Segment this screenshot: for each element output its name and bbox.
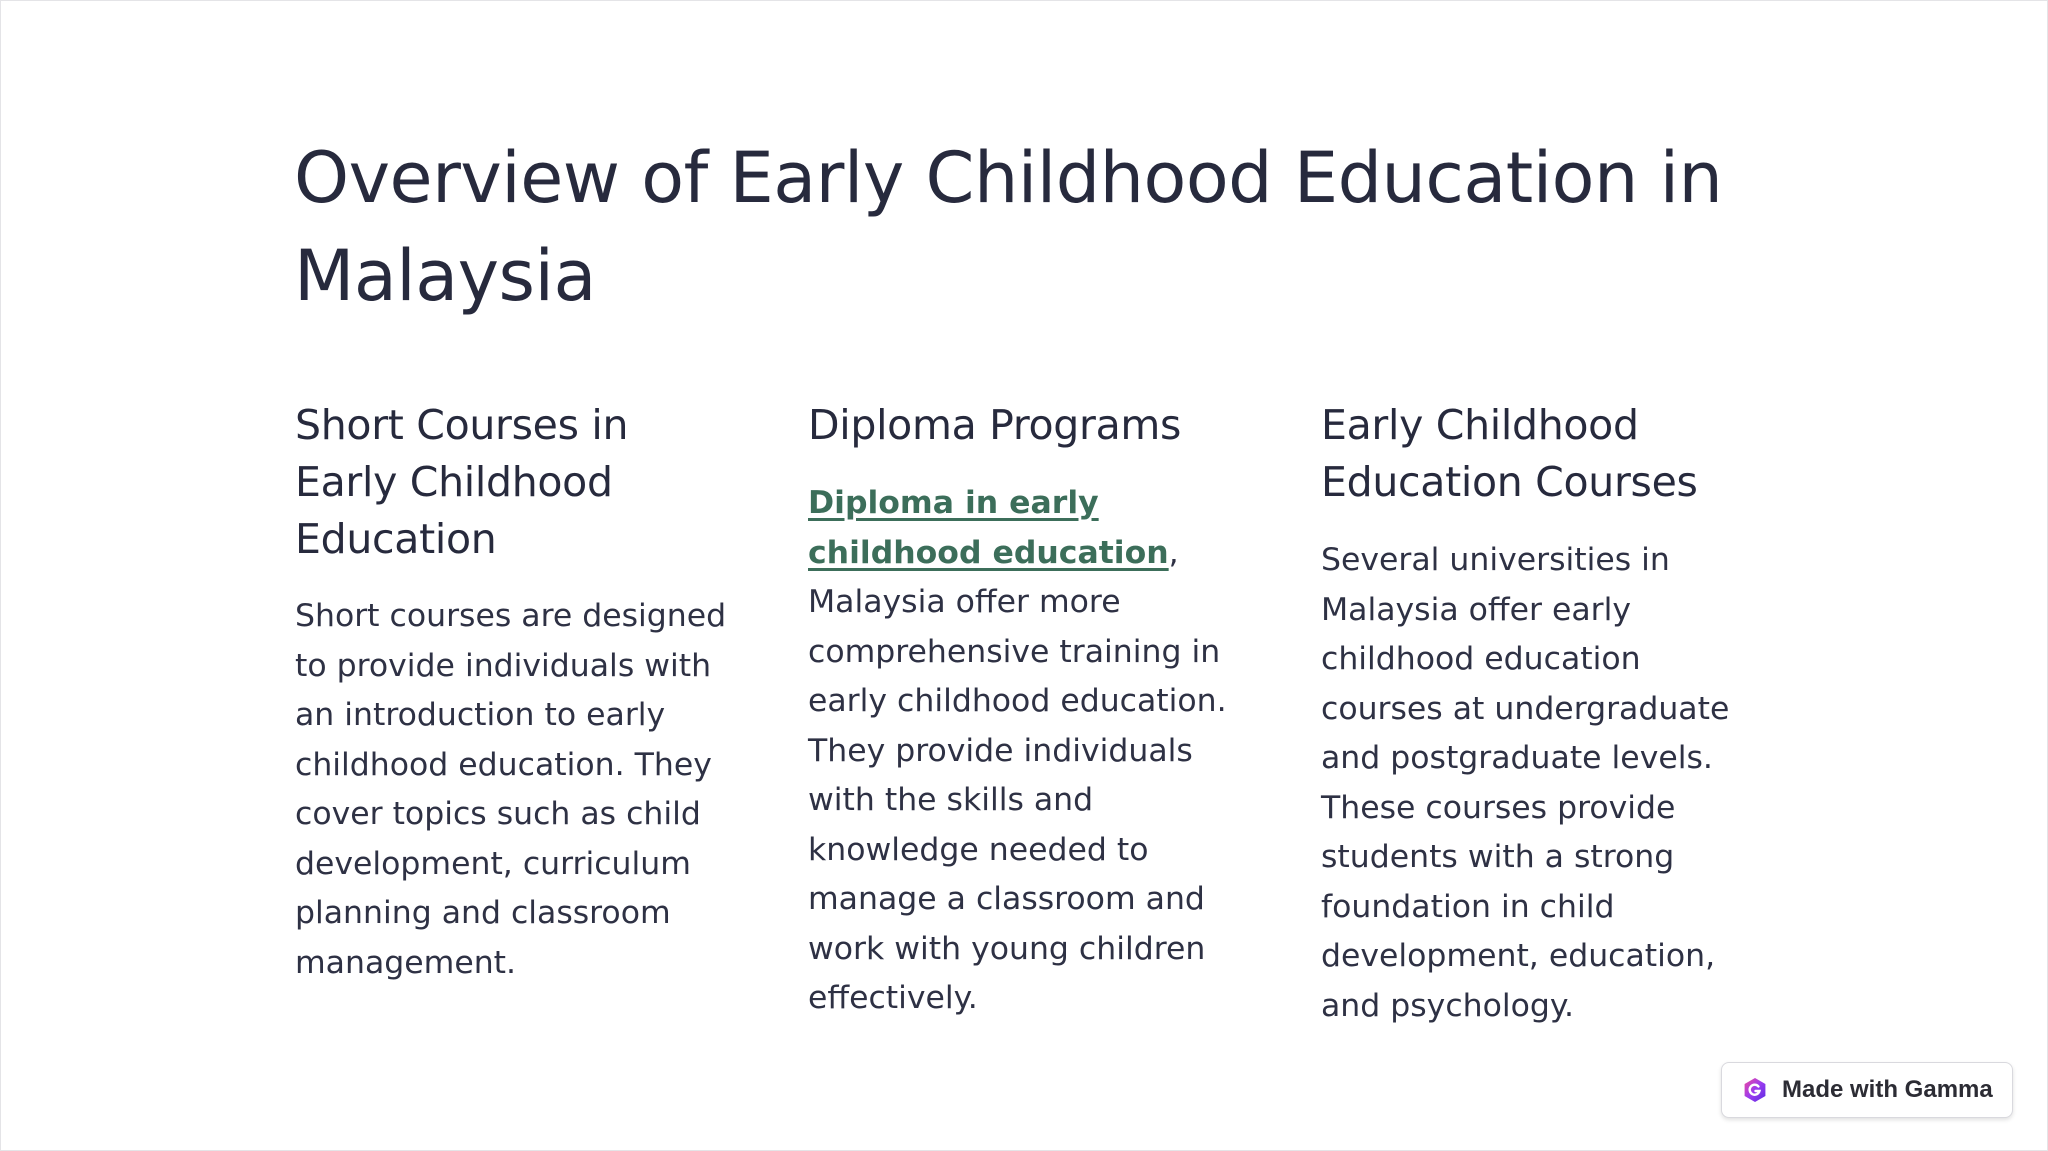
column-short-courses xyxy=(295,397,727,988)
slide-title: Overview of Early Childhood Education in Malaysia xyxy=(294,137,1723,317)
column-heading: Early Childhood Education Courses xyxy=(1321,401,1698,506)
made-with-gamma-button[interactable] xyxy=(1721,1062,2013,1118)
badge-label: Made with Gamma xyxy=(1782,1076,1993,1103)
column-heading: Diploma Programs xyxy=(808,401,1182,449)
column-heading: Short Courses in Early Childhood Education xyxy=(295,401,629,563)
column-ece-courses xyxy=(1321,397,1761,1031)
column-body-text: , Malaysia offer more comprehensive training in early childhood education. They provide individuals with the skills and knowledge needed to manage a classroom and work with young children effectively. xyxy=(808,534,1227,1016)
diploma-link[interactable]: Diploma in early childhood education xyxy=(808,485,1169,571)
column-body: Short courses are designed to provide individuals with an introduction to early childhood education. They cover topics such as child development, curriculum planning and classroom management. xyxy=(295,598,727,981)
gamma-logo-icon xyxy=(1742,1077,1768,1103)
column-body xyxy=(808,479,1258,1024)
column-diploma-programs xyxy=(808,397,1258,1024)
column-body: Several universities in Malaysia offer early childhood education courses at undergraduate and postgraduate levels. These courses provide students with a strong foundation in child development, education, and psychology. xyxy=(1321,542,1730,1024)
